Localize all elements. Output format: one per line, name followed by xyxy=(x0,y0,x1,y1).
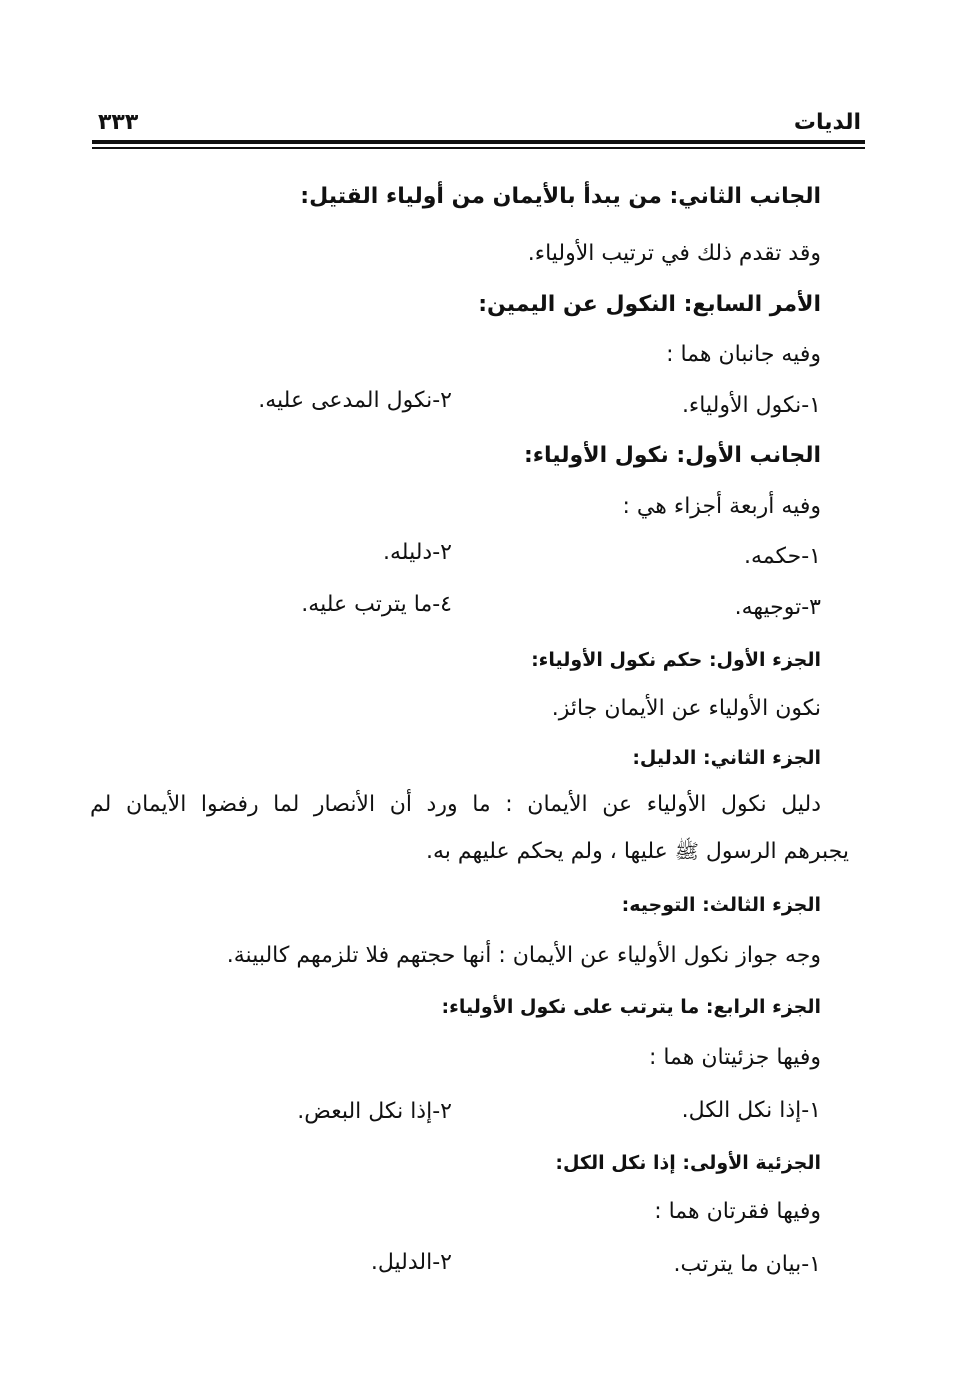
section-heading: الجزئية الأولى: إذا نكل الكل: xyxy=(555,1152,821,1174)
body-text: وجه جواز نكول الأولياء عن الأيمان : أنها حجتهم فلا تلزمهم كالبينة. xyxy=(226,943,821,968)
list-item: ٣-توجيهه. xyxy=(734,595,821,620)
body-text-part: يجبرهم الرسول xyxy=(705,839,849,864)
header-rule xyxy=(92,140,865,149)
header-rule-thick xyxy=(92,140,865,144)
body-text: نكون الأولياء عن الأيمان جائز. xyxy=(551,696,821,721)
section-heading: الأمر السابع: النكول عن اليمين: xyxy=(478,292,821,317)
salawat-symbol: ﷺ xyxy=(674,839,699,863)
list-item: ١-حكمه. xyxy=(743,544,821,569)
section-heading: الجزء الأول: حكم نكول الأولياء: xyxy=(531,649,821,671)
section-heading: الجزء الثالث: التوجيه: xyxy=(621,894,821,916)
section-heading: الجانب الأول: نكول الأولياء: xyxy=(523,443,821,468)
body-text: وفيه جانبان هما : xyxy=(666,342,821,367)
body-text: وقد تقدم ذلك في ترتيب الأولياء. xyxy=(527,241,821,266)
list-item: ٢-إذا نكل البعض. xyxy=(297,1099,452,1124)
list-item: ١-بيان ما يترتب. xyxy=(673,1252,821,1277)
list-item: ٤-ما يترتب عليه. xyxy=(301,592,452,617)
header-rule-thin xyxy=(92,147,865,149)
body-text: وفيه أربعة أجزاء هي : xyxy=(622,494,821,519)
list-item: ٢-الدليل. xyxy=(370,1250,452,1275)
list-item: ١-نكول الأولياء. xyxy=(681,393,821,418)
list-item: ١-إذا نكل الكل. xyxy=(681,1098,821,1123)
body-text-line xyxy=(426,836,849,867)
body-text-part: عليها ، ولم يحكم عليهم به. xyxy=(425,839,668,864)
running-title: الديات xyxy=(793,110,861,135)
list-item: ٢-دليله. xyxy=(383,540,452,565)
page-number: ٣٣٣ xyxy=(98,110,139,135)
section-heading: الجزء الرابع: ما يترتب على نكول الأولياء: xyxy=(441,996,821,1018)
section-heading: الجزء الثاني: الدليل: xyxy=(632,747,821,769)
page-header xyxy=(92,110,865,140)
list-item: ٢-نكول المدعى عليه. xyxy=(258,388,452,413)
body-text: وفيها جزئيتان هما : xyxy=(648,1045,821,1070)
body-text: دليل نكول الأولياء عن الأيمان : ما ورد أن الأنصار لما رفضوا الأيمان لم xyxy=(90,792,821,817)
body-text: وفيها فقرتان هما : xyxy=(654,1199,821,1224)
section-heading: الجانب الثاني: من يبدأ بالأيمان من أولياء القتيل: xyxy=(300,184,821,209)
